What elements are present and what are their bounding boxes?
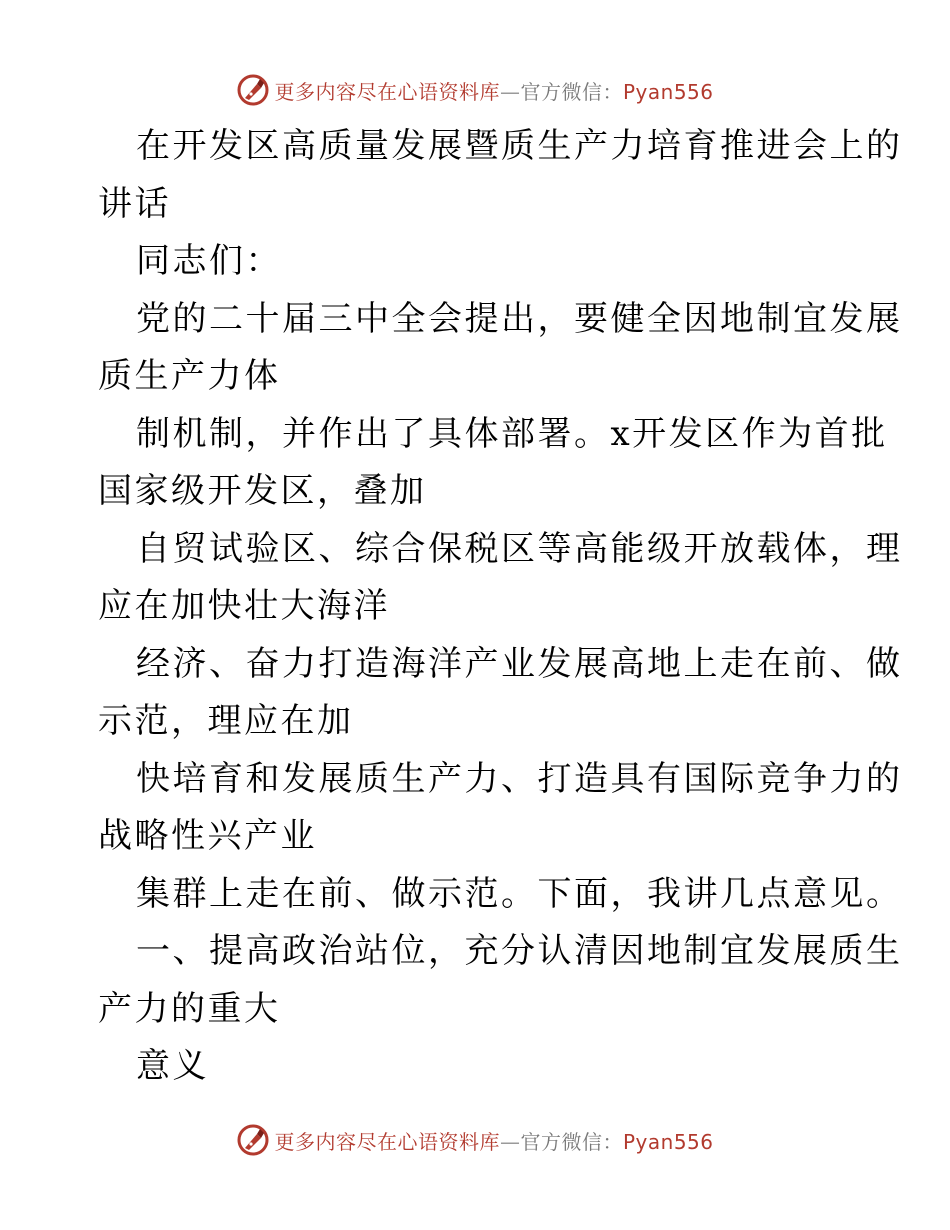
- document-line: 示范，理应在加: [98, 701, 354, 741]
- watermark-contact-label: 官方微信：: [520, 1129, 623, 1154]
- pen-nib-logo-icon: [236, 1123, 270, 1157]
- document-line: 产力的重大: [98, 988, 281, 1029]
- watermark-separator: —: [499, 79, 521, 104]
- document-line: 制机制，并作出了具体部署。x开发区作为首批: [136, 413, 888, 454]
- watermark-contact-handle: Pyan556: [622, 1129, 714, 1154]
- watermark-separator: —: [499, 1129, 521, 1154]
- document-line: 意义: [136, 1046, 209, 1086]
- document-line: 国家级开发区，叠加: [98, 471, 427, 511]
- document-line: 战略性兴产业: [98, 816, 317, 856]
- watermark-brand: 更多内容尽在心语资料库: [274, 79, 500, 104]
- watermark-contact-handle: Pyan556: [622, 79, 714, 104]
- document-line: 在开发区高质量发展暨质生产力培育推进会上的: [136, 126, 903, 166]
- watermark-text: [274, 1126, 713, 1155]
- document-line: 一、提高政治站位，充分认清因地制宜发展质生: [136, 931, 903, 971]
- document-line: 同志们：: [136, 241, 282, 281]
- document-line: 党的二十届三中全会提出，要健全因地制宜发展: [136, 298, 903, 339]
- document-line: 集群上走在前、做示范。下面，我讲几点意见。: [136, 873, 903, 914]
- pen-nib-logo-icon: [236, 73, 270, 107]
- watermark-brand: 更多内容尽在心语资料库: [274, 1129, 500, 1154]
- watermark-text: [274, 76, 713, 105]
- document-line: 应在加快壮大海洋: [98, 586, 390, 626]
- document-line: 经济、奋力打造海洋产业发展高地上走在前、做: [136, 643, 903, 684]
- header-watermark-banner: [0, 70, 950, 110]
- footer-watermark-banner: [0, 1120, 950, 1160]
- watermark-contact-label: 官方微信：: [520, 79, 623, 104]
- document-line: 自贸试验区、综合保税区等高能级开放载体，理: [136, 528, 903, 569]
- document-line: 讲话: [98, 183, 171, 224]
- document-line: 质生产力体: [98, 356, 281, 396]
- document-line: 快培育和发展质生产力、打造具有国际竞争力的: [136, 758, 903, 799]
- document-body: [98, 118, 903, 1096]
